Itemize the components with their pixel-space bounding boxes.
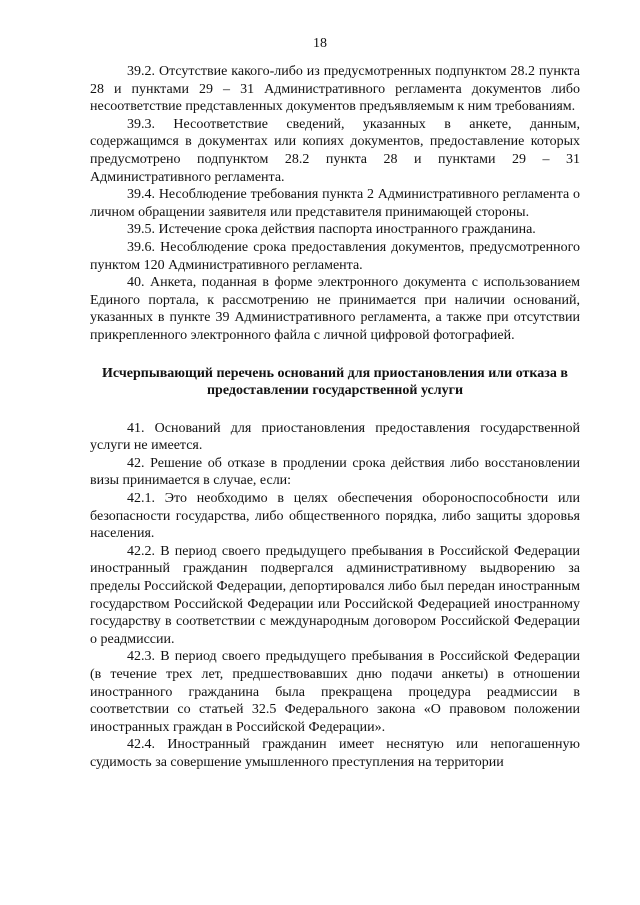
paragraph-42-1: 42.1. Это необходимо в целях обеспечения обороноспособности или безопасности государства, либо общественного порядка, либо защиты здоровья населения. — [90, 491, 580, 542]
paragraph-41: 41. Оснований для приостановления предоставления государственной услуги не имеется. — [90, 420, 580, 454]
paragraph-42-4: 42.4. Иностранный гражданин имеет неснятую или непогашенную судимость за совершение умышленного преступления на территории — [90, 737, 580, 770]
paragraph-39-5: 39.5. Истечение срока действия паспорта иностранного гражданина. — [127, 222, 536, 238]
paragraph-42-3: 42.3. В период своего предыдущего пребывания в Российской Федерации (в течение трех лет, предшествовавших дню подачи анкеты) в отношении иностранного гражданина была прекращена процедура реадмиссии в соответствии со статьей 32.5 Федерального закона «О правовом положении иностранных граждан в Российской Федерации». — [90, 649, 580, 735]
paragraph-40: 40. Анкета, поданная в форме электронного документа с использованием Единого портала, к рассмотрению не принимается при наличии оснований, указанных в пункте 39 Административного регламента, а также при отсутствии прикрепленного электронного файла с личной цифровой фотографией. — [90, 275, 580, 343]
page-number: 18 — [313, 36, 327, 51]
document-body — [90, 63, 580, 772]
paragraph-42-2: 42.2. В период своего предыдущего пребывания в Российской Федерации иностранный гражданин подвергался административному выдворению за пределы Российской Федерации, депортировался либо был передан иностранным государством Российской Федерации или Российской Федерацией иностранному государству в соответствии с международным договором Российской Федерации о реадмиссии. — [90, 543, 580, 647]
paragraph-39-6: 39.6. Несоблюдение срока предоставления документов, предусмотренного пунктом 120 Административного регламента. — [90, 239, 580, 273]
paragraph-39-3: 39.3. Несоответствие сведений, указанных в анкете, данным, содержащимся в документах или копиях документов, предоставление которых предусмотрено подпунктом 28.2 пункта 28 и пунктами 29 – 31 Административного регламента. — [90, 116, 580, 185]
section-heading: Исчерпывающий перечень оснований для приостановления или отказа в предоставлении государственной услуги — [102, 365, 568, 399]
paragraph-39-2: 39.2. Отсутствие какого-либо из предусмотренных подпунктом 28.2 пункта 28 и пунктами 29 – 31 Административного регламента документов либо несоответствие представленных документов предъявляемым к ним требованиям. — [90, 64, 580, 115]
paragraph-42: 42. Решение об отказе в продлении срока действия либо восстановлении визы принимается в случае, если: — [90, 455, 580, 489]
paragraph-39-4: 39.4. Несоблюдение требования пункта 2 Административного регламента о личном обращении заявителя или представителя принимающей стороны. — [90, 187, 580, 220]
